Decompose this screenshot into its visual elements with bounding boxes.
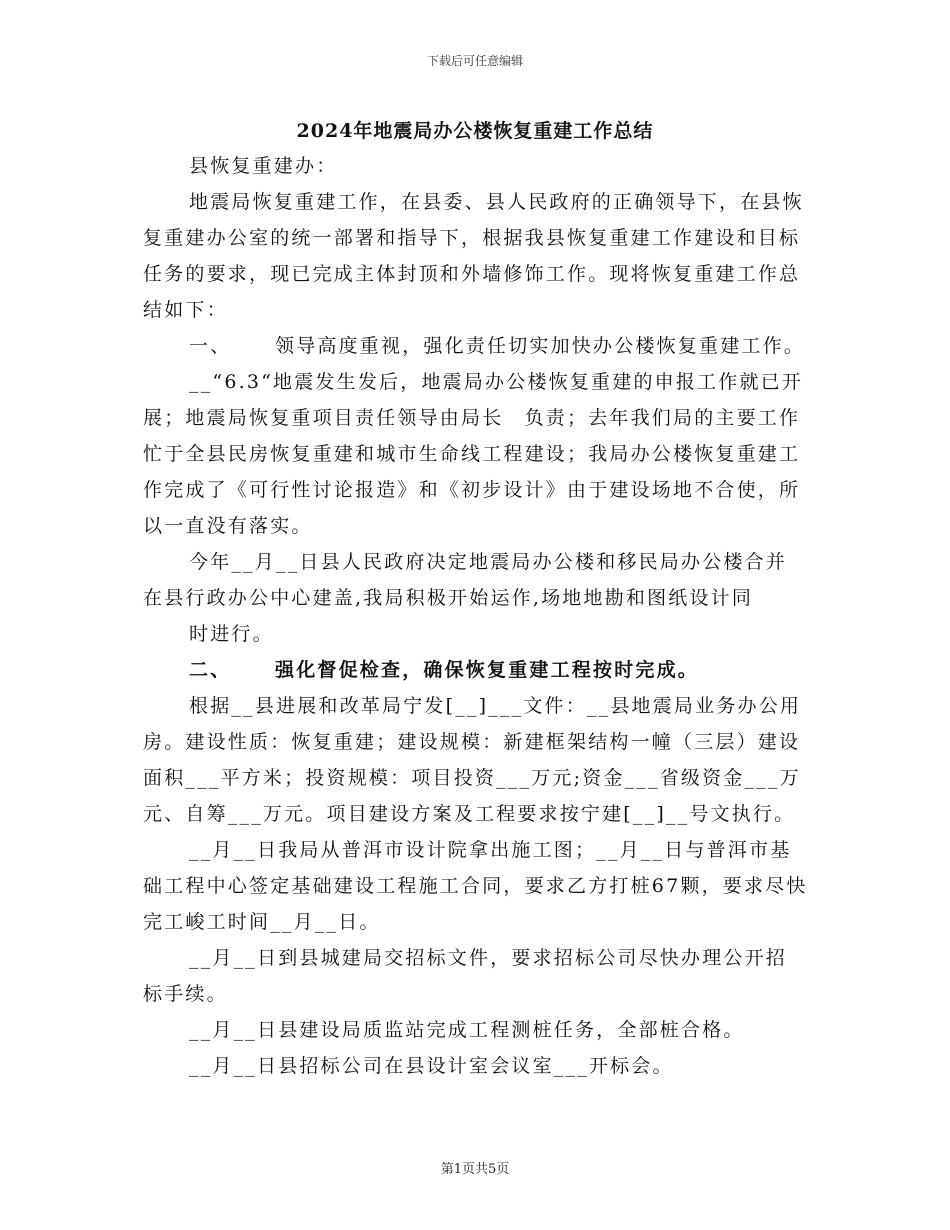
paragraph-6: __月__日县建设局质监站完成工程测桩任务，全部桩合格。 [189, 1019, 745, 1041]
section-heading-2 [143, 652, 808, 688]
paragraph-3: 根据__县进展和改革局宁发[__]___文件：__县地震局业务办公用房。建设性质：恢复重建；建设规模：新建框架结构一幢（三层）建设面积___平方米；投资规模：项目投资___万元;资金___省级资金___万元、自筹___万元。项目建设方案及工程要求按宁建[__]__号文执行。 [143, 695, 802, 825]
paragraph-intro: 地震局恢复重建工作，在县委、县人民政府的正确领导下，在县恢复重建办公室的统一部署和指导下，根据我县恢复重建工作建设和目标任务的要求，现已完成主体封顶和外墙修饰工作。现将恢复重建工作总结如下： [143, 191, 804, 321]
section-heading-1 [143, 328, 808, 364]
paragraph-2: 今年__月__日县人民政府决定地震局办公楼和移民局办公楼合并在县行政办公中心建盖,我局积极开始运作,场地地勘和图纸设计同 [143, 551, 788, 609]
section-heading-2-text: 强化督促检查，确保恢复重建工程按时完成。 [275, 659, 700, 681]
paragraph-5: __月__日到县城建局交招标文件，要求招标公司尽快办理公开招标手续。 [143, 947, 788, 1005]
paragraph-4: __月__日我局从普洱市设计院拿出施工图；__月__日与普洱市基础工程中心签定基础建设工程施工合同，要求乙方打桩67颗，要求尽快完工峻工时间__月__日。 [143, 839, 808, 933]
header-note: 下载后可任意编辑 [426, 54, 523, 68]
salutation: 县恢复重建办： [189, 155, 338, 177]
document-title: 2024年地震局办公楼恢复重建工作总结 [296, 120, 654, 142]
section-heading-1-text: 领导高度重视，强化责任切实加快办公楼恢复重建工作。 [275, 335, 806, 357]
section-number-2: 二、 [189, 659, 232, 681]
paragraph-2-continuation: 时进行。 [189, 623, 274, 645]
paragraph-1: __“6.3“地震发生发后，地震局办公楼恢复重建的申报工作就已开展；地震局恢复重项目责任领导由局长 负责；去年我们局的主要工作忙于全县民房恢复重建和城市生命线工程建设；我局办公楼恢复重建工作完成了《可行性讨论报造》和《初步设计》由于建设场地不合使，所以一直没有落实。 [143, 371, 804, 537]
section-number-1: 一、 [189, 335, 232, 357]
document-body [143, 148, 808, 1084]
page-number: 第1页共5页 [440, 1162, 510, 1177]
paragraph-7: __月__日县招标公司在县设计室会议室___开标会。 [189, 1055, 674, 1077]
